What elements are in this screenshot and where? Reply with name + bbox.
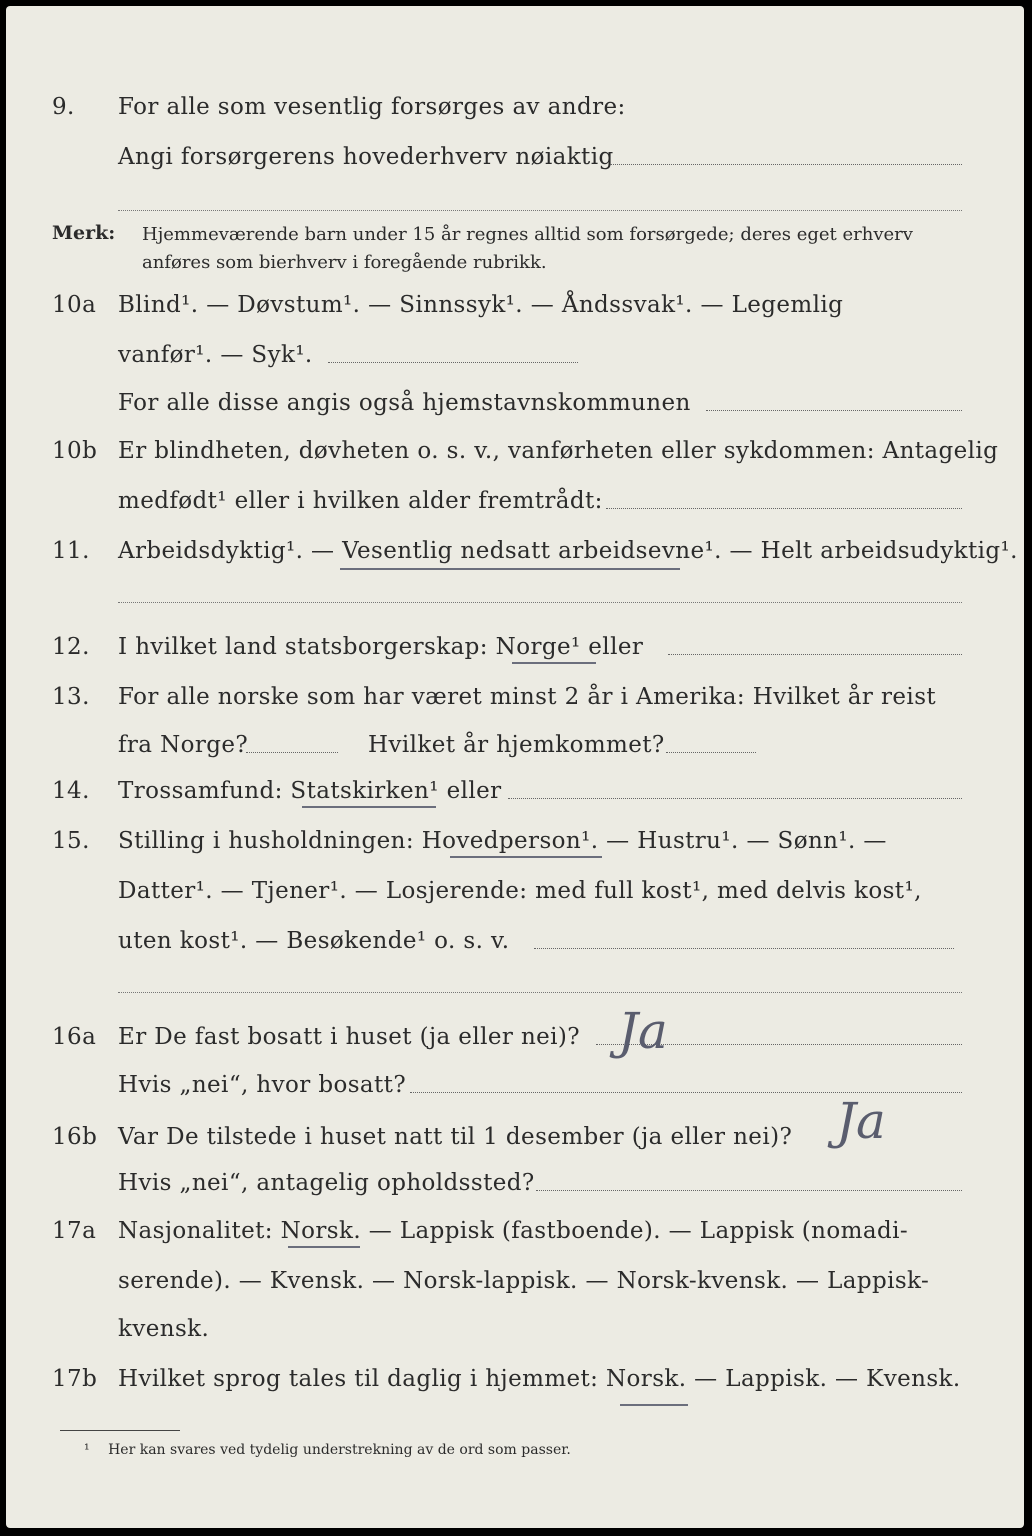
footnote-mark: ¹ — [84, 1442, 90, 1458]
note-label: Merk: — [52, 222, 116, 244]
answer-line — [668, 654, 962, 655]
question-number: 14. — [52, 778, 90, 804]
answer-line — [536, 1190, 962, 1191]
answer-line — [534, 948, 954, 949]
handwritten-underline — [512, 662, 596, 664]
question-number: 16a — [52, 1024, 97, 1050]
answer-line — [706, 410, 962, 411]
answer-line — [666, 752, 756, 753]
question-text: uten kost¹. — Besøkende¹ o. s. v. — [118, 928, 510, 954]
question-text: Trossamfund: Statskirken¹ eller — [118, 778, 502, 804]
question-10a — [6, 292, 1024, 332]
handwritten-underline — [340, 568, 680, 570]
footnote-text: Her kan svares ved tydelig understrekning av de ord som passer. — [108, 1442, 571, 1458]
question-text: Nasjonalitet: Norsk. — Lappisk (fastboende). — Lappisk (nomadi- — [118, 1218, 909, 1244]
question-17a-line3 — [6, 1316, 1024, 1356]
question-17a — [6, 1218, 1024, 1258]
question-text: serende). — Kvensk. — Norsk-lappisk. — Norsk-kvensk. — Lappisk- — [118, 1268, 930, 1294]
question-text: Hvilket sprog tales til daglig i hjemmet: Norsk. — Lappisk. — Kvensk. — [118, 1366, 961, 1392]
question-number: 10a — [52, 292, 97, 318]
answer-line — [508, 798, 962, 799]
question-number: 11. — [52, 538, 90, 564]
question-text: Hvis „nei“, hvor bosatt? — [118, 1072, 407, 1098]
question-9 — [6, 94, 1024, 134]
question-text: Datter¹. — Tjener¹. — Losjerende: med full kost¹, med delvis kost¹, — [118, 878, 922, 904]
footnote — [84, 1442, 571, 1458]
question-13-line2 — [6, 732, 1024, 772]
question-text: Arbeidsdyktig¹. — Vesentlig nedsatt arbeidsevne¹. — Helt arbeidsudyktig¹. — [118, 538, 1018, 564]
question-number: 13. — [52, 684, 90, 710]
question-text: fra Norge? — [118, 732, 249, 758]
question-text: Er blindheten, døvheten o. s. v., vanførheten eller sykdommen: Antagelig — [118, 438, 999, 464]
question-text: medfødt¹ eller i hvilken alder fremtrådt: — [118, 488, 603, 514]
handwritten-underline — [302, 806, 436, 808]
question-text: For alle som vesentlig forsørges av andre: — [118, 94, 626, 120]
handwritten-underline — [450, 856, 602, 858]
answer-line — [118, 992, 962, 993]
question-11 — [6, 538, 1024, 578]
question-number: 15. — [52, 828, 90, 854]
census-form-page — [6, 6, 1024, 1528]
question-text: Stilling i husholdningen: Hovedperson¹. — Hustru¹. — Sønn¹. — — [118, 828, 887, 854]
question-text: Var De tilstede i huset natt til 1 desember (ja eller nei)? — [118, 1124, 793, 1150]
answer-line — [606, 508, 962, 509]
question-17b — [6, 1366, 1024, 1406]
note-text: anføres som bierhverv i foregående rubrikk. — [142, 252, 547, 273]
question-text: For alle disse angis også hjemstavnskommunen — [118, 390, 691, 416]
question-text: vanfør¹. — Syk¹. — [118, 342, 313, 368]
question-number: 9. — [52, 94, 75, 120]
question-10b — [6, 438, 1024, 478]
question-text: Blind¹. — Døvstum¹. — Sinnssyk¹. — Åndssvak¹. — Legemlig — [118, 292, 844, 318]
question-15 — [6, 828, 1024, 868]
handwritten-underline — [288, 1246, 360, 1248]
question-13 — [6, 684, 1024, 724]
question-number: 12. — [52, 634, 90, 660]
note-text: Hjemmeværende barn under 15 år regnes alltid som forsørgede; deres eget erhverv — [142, 224, 913, 245]
answer-line — [328, 362, 578, 363]
answer-line — [118, 602, 962, 603]
handwritten-underline — [620, 1404, 688, 1406]
answer-line — [246, 752, 338, 753]
question-text: For alle norske som har været minst 2 år i Amerika: Hvilket år reist — [118, 684, 937, 710]
handwritten-answer: Ja — [618, 1002, 668, 1060]
question-text: Hvis „nei“, antagelig opholdssted? — [118, 1170, 535, 1196]
question-text: Er De fast bosatt i huset (ja eller nei)? — [118, 1024, 581, 1050]
handwritten-answer: Ja — [836, 1092, 886, 1150]
answer-line — [610, 164, 962, 165]
question-15-line2 — [6, 878, 1024, 918]
question-number: 17a — [52, 1218, 97, 1244]
question-text: Angi forsørgerens hovederhverv nøiaktig — [118, 144, 614, 170]
question-text: Hvilket år hjemkommet? — [368, 732, 665, 758]
question-text: kvensk. — [118, 1316, 210, 1342]
question-number: 17b — [52, 1366, 98, 1392]
footnote-divider — [60, 1430, 180, 1431]
answer-line — [118, 210, 962, 211]
question-text: I hvilket land statsborgerskap: Norge¹ eller — [118, 634, 644, 660]
question-17a-line2 — [6, 1268, 1024, 1308]
question-number: 10b — [52, 438, 98, 464]
question-number: 16b — [52, 1124, 98, 1150]
